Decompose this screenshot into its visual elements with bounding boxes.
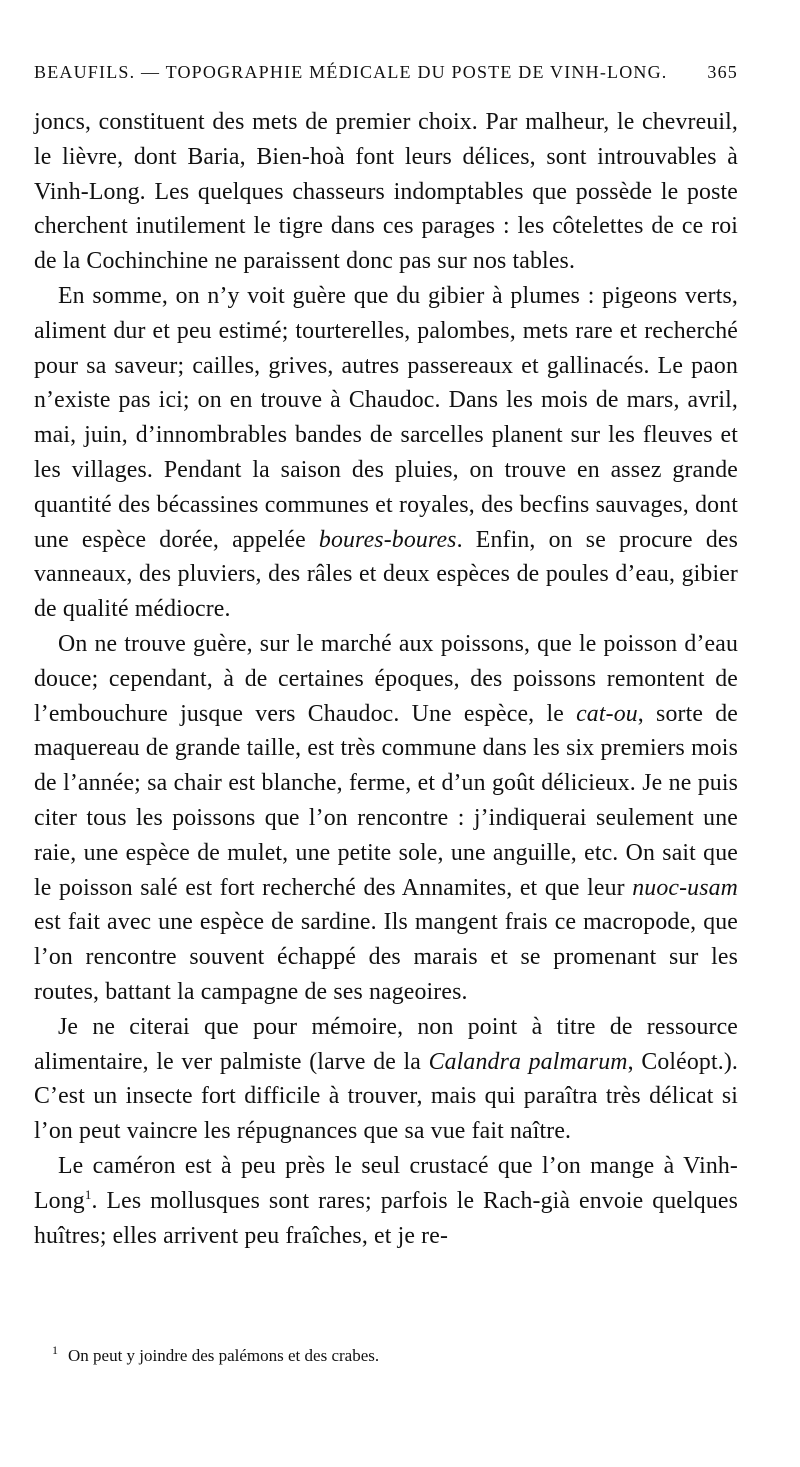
running-head-title: BEAUFILS. — TOPOGRAPHIE MÉDICALE DU POSTE DE VINH-LONG.: [34, 62, 668, 82]
paragraph-text: , Coléopt.). C’est un insecte fort difficile à trouver, mais qui paraîtra très délicat si l’on peut vaincre les répugnances que sa vue fait naître.: [34, 1048, 739, 1145]
paragraph-text: joncs, constituent des mets de premier choix. Par malheur, le chevreuil, le lièvre, dont Baria, Bien-hoà font leurs délices, sont introuvables à Vinh-Long. Les quelques chasseurs indomptables que possède le poste cherchent inutilement le tigre dans ces parages : les côtelettes de ce roi de la Cochinchine ne paraissent donc pas sur nos tables.: [34, 109, 738, 275]
footnote-marker: 1: [52, 1343, 58, 1358]
page-number: 365: [707, 62, 738, 82]
paragraph-text: , sorte de maquereau de grande taille, est très commune dans les six premiers mois de l’année; sa chair est blanche, ferme, et d’un goût délicieux. Je ne puis citer tous les poissons que l’on rencontre : j’indiquerai seulement une raie, une espèce de mulet, une petite sole, une anguille, etc. On sait que le poisson salé est fort recherché des Annamites, et que leur: [34, 700, 738, 901]
paragraph: [34, 105, 738, 279]
footnote: [52, 1344, 738, 1368]
italic-term: nuoc-usam: [632, 874, 738, 901]
footnote-reference: 1: [84, 1186, 92, 1202]
paragraph: [34, 1149, 738, 1253]
italic-term: cat-ou: [576, 700, 638, 727]
paragraph-text: est fait avec une espèce de sardine. Ils mangent frais ce macropode, que l’on rencontre souvent échappé des marais et se promenant sur les routes, battant la campagne de ses nageoires.: [34, 909, 738, 1005]
paragraph: [34, 627, 738, 1010]
paragraph-text: En somme, on n’y voit guère que du gibier à plumes : pigeons verts, aliment dur et peu estimé; tourterelles, palombes, mets rare et recherché pour sa saveur; cailles, grives, autres passereaux et gallinacés. Le paon n’existe pas ici; on en trouve à Chaudoc. Dans les mois de mars, avril, mai, juin, d’innombrables bandes de sarcelles planent sur les fleuves et les villages. Pendant la saison des pluies, on trouve en assez grande quantité des bécassines communes et royales, des becfins sauvages, dont une espèce dorée, appelée: [34, 282, 738, 553]
paragraph-text: Je ne citerai que pour mémoire, non point à titre de ressource alimentaire, le ver palmiste (larve de la: [34, 1013, 738, 1075]
body-text: [34, 105, 738, 1253]
paragraph: [34, 279, 738, 627]
italic-term: boures-boures: [318, 526, 457, 553]
paragraph-text: . Enfin, on se procure des vanneaux, des pluviers, des râles et deux espèces de poules d’eau, gibier de qualité médiocre.: [34, 526, 738, 623]
paragraph-text: Le caméron est à peu près le seul crustacé que l’on mange à Vinh-Long: [34, 1152, 738, 1214]
paragraph-text: On ne trouve guère, sur le marché aux poissons, que le poisson d’eau douce; cependant, à de certaines époques, des poissons remontent de l’embouchure jusque vers Chaudoc. Une espèce, le: [34, 630, 738, 727]
footnote-text: On peut y joindre des palémons et des crabes.: [68, 1346, 380, 1365]
running-head: [34, 62, 738, 92]
paragraph-text: . Les mollusques sont rares; parfois le Rach-già envoie quelques huîtres; elles arrivent peu fraîches, et je re-: [34, 1187, 738, 1249]
italic-term: Calandra palmarum: [428, 1048, 628, 1075]
paragraph: [34, 1010, 738, 1149]
